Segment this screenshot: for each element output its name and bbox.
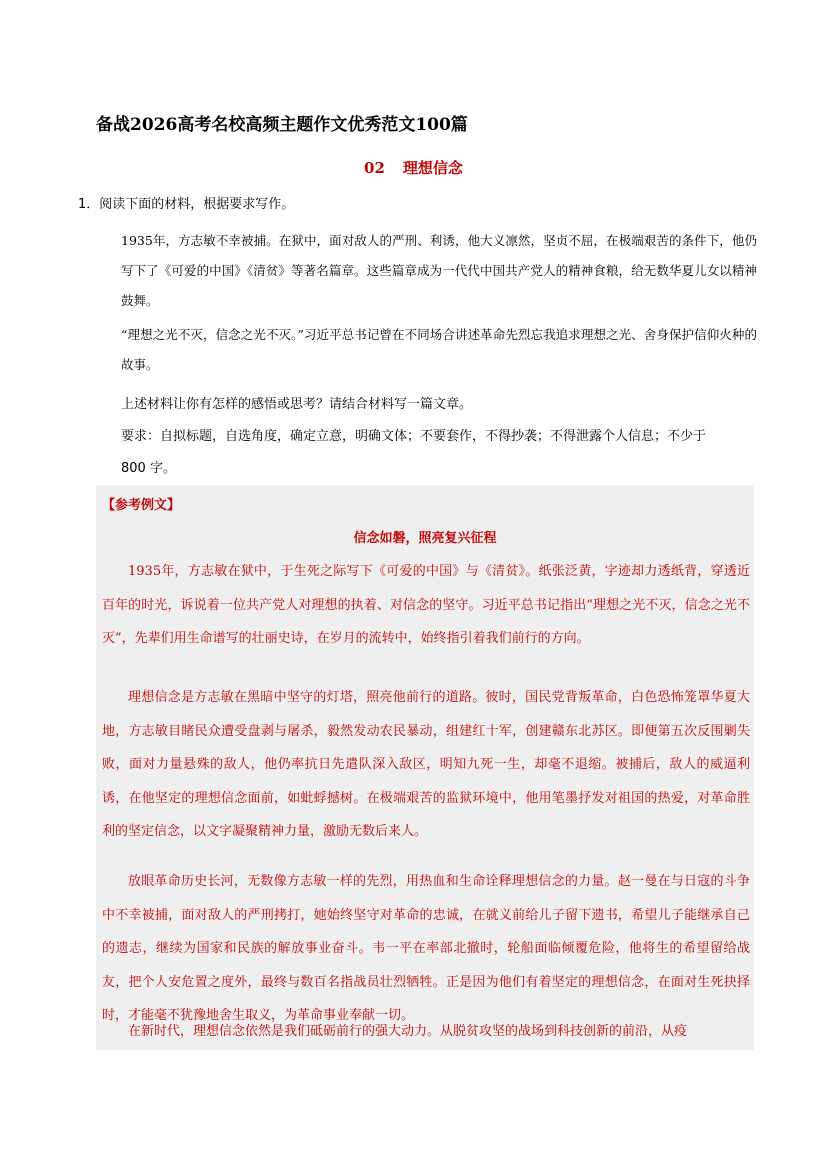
section-number: 02	[364, 159, 385, 177]
section-subtitle	[0, 157, 827, 178]
question-material-1: 1935年，方志敏不幸被捕。在狱中，面对敌人的严刑、利诱，他大义凛然，坚贞不屈，在极端艰苦的条件下，他仍写下了《可爱的中国》《清贫》等著名篇章。这些篇章成为一代代中国共产党人的精神食粮，给无数华夏儿女以精神鼓舞。	[121, 233, 757, 308]
document-title: 备战2026高考名校高频主题作文优秀范文100篇	[96, 115, 468, 135]
essay-title: 信念如磐，照亮复兴征程	[353, 531, 497, 546]
question-requirements-line2: 800 字。	[121, 461, 176, 476]
reference-essay-box	[96, 485, 754, 1050]
reference-essay-label: 【参考例文】	[102, 498, 181, 513]
question-number: 1．	[78, 197, 100, 212]
question-material-2: “理想之光不灭，信念之光不灭。”习近平总书记曾在不同场合讲述革命先烈忘我追求理想之光、舍身保护信仰火种的故事。	[121, 327, 757, 372]
essay-paragraph: 放眼革命历史长河，无数像方志敏一样的先烈，用热血和生命诠释理想信念的力量。赵一曼在与日寇的斗争中不幸被捕，面对敌人的严刑拷打，她始终坚守对革命的忠诚，在就义前给儿子留下遗书，希望儿子能继承自己的遗志，继续为国家和民族的解放事业奋斗。韦一平在率部北撤时，轮船面临倾覆危险，他将生的希望留给战友，把个人安危置之度外，最终与数百名指战员壮烈牺牲。正是因为他们有着坚定的理想信念，在面对生死抉择时，才能毫不犹豫地舍生取义，为革命事业奉献一切。	[102, 874, 750, 1023]
question-instruction-text: 阅读下面的材料，根据要求写作。	[99, 197, 295, 212]
essay-paragraph: 在新时代，理想信念依然是我们砥砺前行的强大动力。从脱贫攻坚的战场到科技创新的前沿，从疫	[128, 1024, 688, 1039]
essay-paragraph: 理想信念是方志敏在黑暗中坚守的灯塔，照亮他前行的道路。彼时，国民党背叛革命，白色恐怖笼罩华夏大地，方志敏目睹民众遭受盘剥与屠杀，毅然发动农民暴动，组建红十军，创建赣东北苏区。即便第五次反围剿失败，面对力量悬殊的敌人，他仍率抗日先遣队深入敌区，明知九死一生，却毫不退缩。被捕后，敌人的威逼利诱，在他坚定的理想信念面前，如蚍蜉撼树。在极端艰苦的监狱环境中，他用笔墨抒发对祖国的热爱，对革命胜利的坚定信念，以文字凝聚精神力量，激励无数后来人。	[102, 690, 750, 839]
question-requirements-line1: 要求：自拟标题，自选角度，确定立意，明确文体；不要套作，不得抄袭；不得泄露个人信息；不少于	[121, 429, 707, 444]
essay-paragraph: 1935年，方志敏在狱中，于生死之际写下《可爱的中国》与《清贫》。纸张泛黄，字迹却力透纸背，穿透近百年的时光，诉说着一位共产党人对理想的执着、对信念的坚守。习近平总书记指出“理想之光不灭，信念之光不灭”，先辈们用生命谱写的壮丽史诗，在岁月的流转中，始终指引着我们前行的方向。	[102, 564, 750, 646]
question-instruction	[78, 196, 294, 214]
question-prompt: 上述材料让你有怎样的感悟或思考？请结合材料写一篇文章。	[121, 397, 473, 412]
section-topic: 理想信念	[402, 159, 463, 177]
